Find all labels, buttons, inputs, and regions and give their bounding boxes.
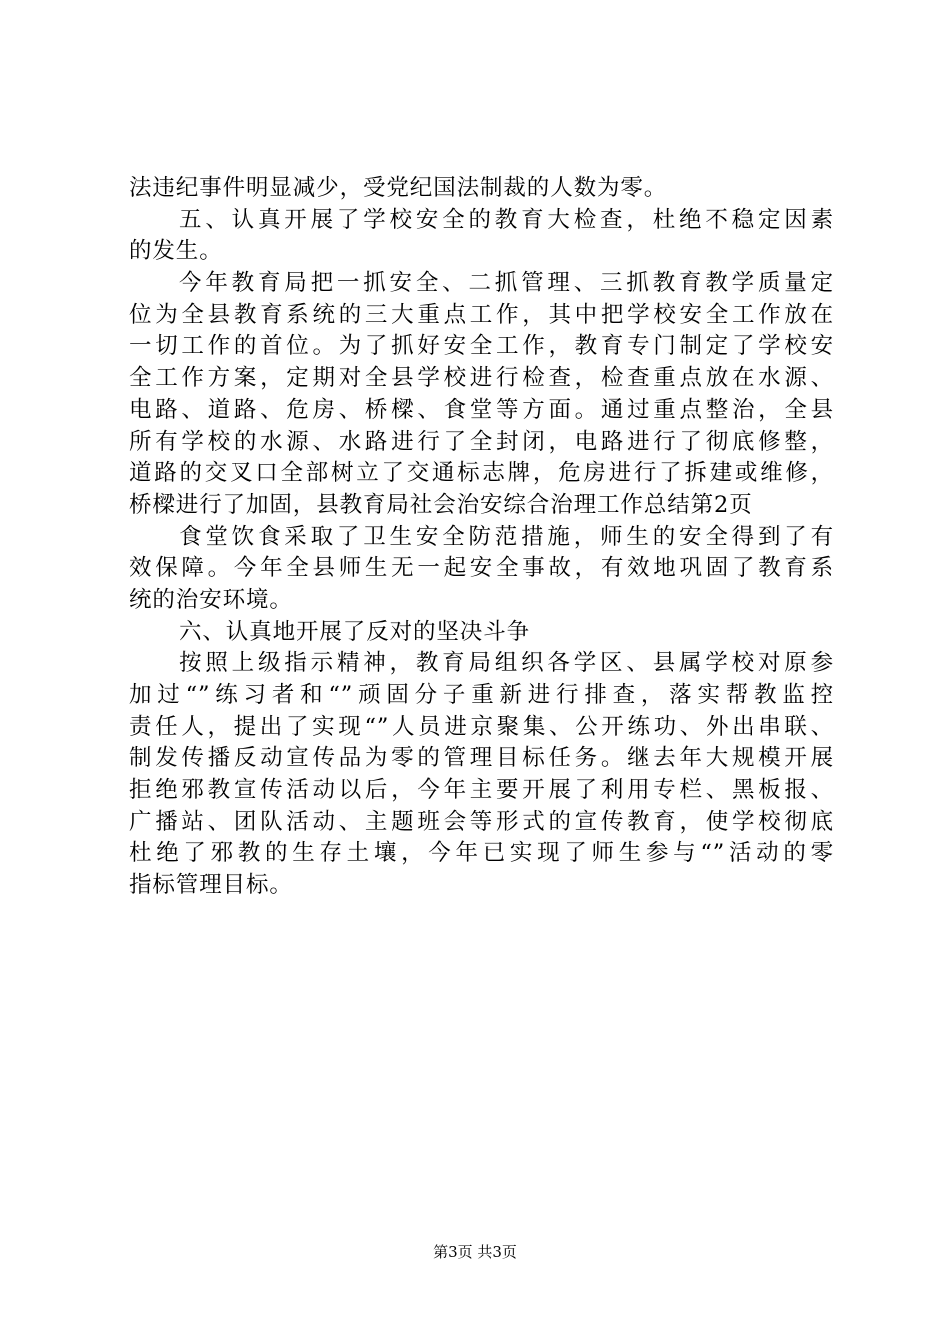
text-line: 杜绝了邪教的生存土壤，今年已实现了师生参与“”活动的零 bbox=[129, 840, 834, 867]
section-heading-six: 六、认真地开展了反对的坚决斗争 bbox=[179, 618, 531, 645]
paragraph-start: 今年教育局把一抓安全、二抓管理、三抓教育教学质量定 bbox=[179, 270, 834, 297]
text-line: 效保障。今年全县师生无一起安全事故，有效地巩固了教育系 bbox=[129, 555, 834, 582]
text-line: 广播站、团队活动、主题班会等形式的宣传教育，使学校彻底 bbox=[129, 808, 834, 835]
paragraph-start: 食堂饮食采取了卫生安全防范措施，师生的安全得到了有 bbox=[179, 523, 834, 550]
text-line: 责任人，提出了实现“”人员进京聚集、公开练功、外出串联、 bbox=[129, 713, 834, 740]
text-line: 的发生。 bbox=[129, 238, 223, 265]
text-line: 加过“”练习者和“”顽固分子重新进行排查，落实帮教监控 bbox=[129, 682, 834, 708]
text-line: 拒绝邪教宣传活动以后，今年主要开展了利用专栏、黑板报、 bbox=[129, 777, 834, 804]
page-number-footer: 第3页 共3页 bbox=[433, 1243, 517, 1261]
text-line: 法违纪事件明显减少，受党纪国法制裁的人数为零。 bbox=[129, 175, 668, 201]
text-line: 位为全县教育系统的三大重点工作，其中把学校安全工作放在 bbox=[129, 301, 834, 328]
text-line: 道路的交叉口全部树立了交通标志牌，危房进行了拆建或维修， bbox=[129, 460, 834, 487]
text-line: 一切工作的首位。为了抓好安全工作，教育专门制定了学校安 bbox=[129, 333, 834, 360]
text-line: 统的治安环境。 bbox=[129, 586, 293, 613]
document-body bbox=[129, 173, 834, 902]
text-line: 全工作方案，定期对全县学校进行检查，检查重点放在水源、 bbox=[129, 365, 834, 392]
text-line: 桥樑进行了加固，县教育局社会治安综合治理工作总结第2页 bbox=[129, 491, 753, 518]
text-line: 制发传播反动宣传品为零的管理目标任务。继去年大规模开展 bbox=[129, 745, 834, 772]
text-line: 指标管理目标。 bbox=[129, 872, 293, 899]
paragraph-start: 按照上级指示精神，教育局组织各学区、县属学校对原参 bbox=[179, 650, 834, 677]
text-line: 电路、道路、危房、桥樑、食堂等方面。通过重点整治，全县 bbox=[129, 396, 834, 423]
text-line: 所有学校的水源、水路进行了全封闭，电路进行了彻底修整， bbox=[129, 428, 834, 455]
section-heading-five: 五、认真开展了学校安全的教育大检查，杜绝不稳定因素 bbox=[179, 206, 834, 233]
